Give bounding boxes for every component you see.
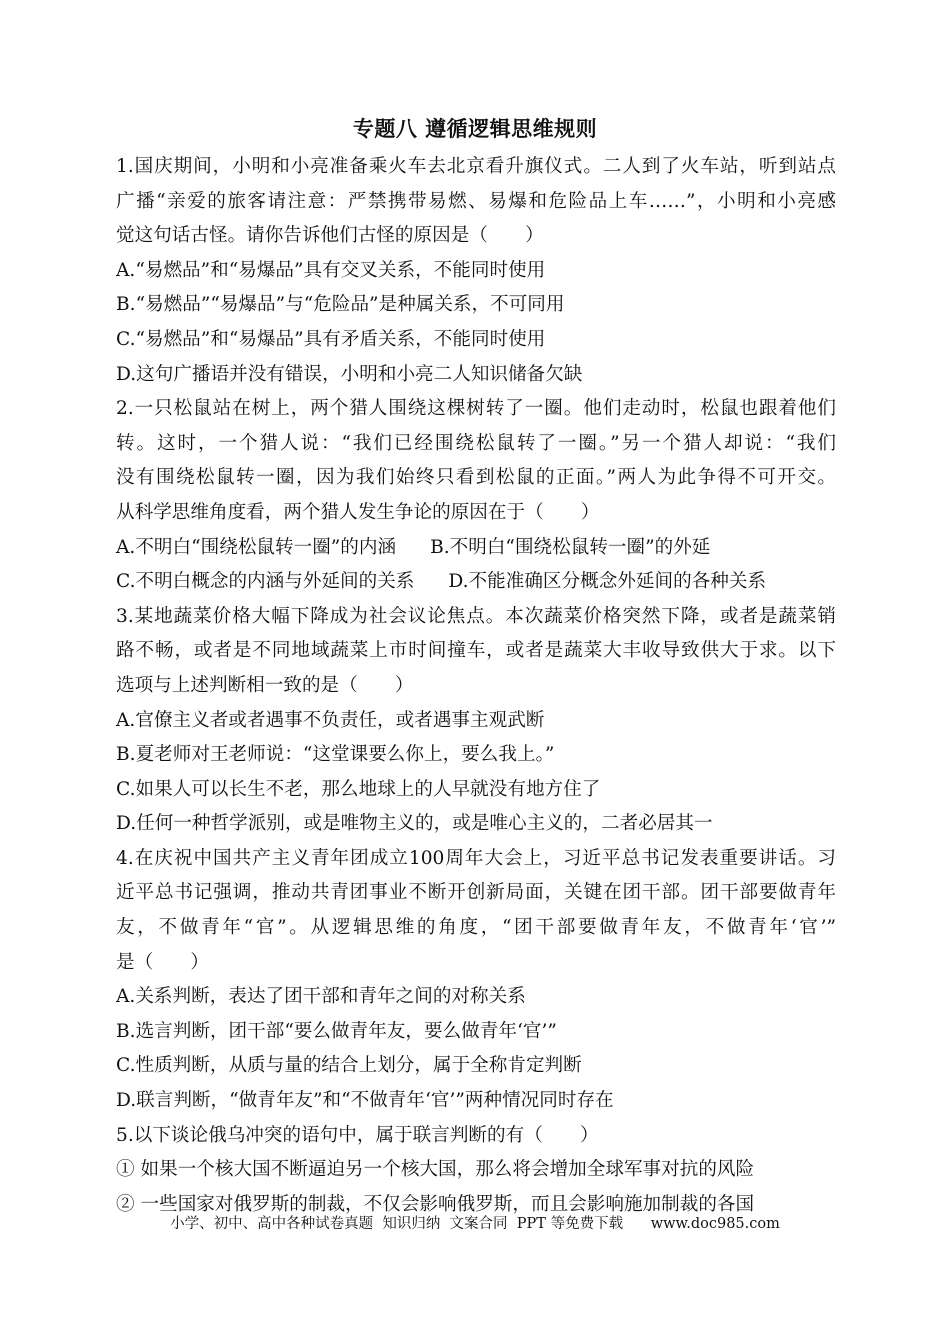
option-line: B.“易燃品”“易爆品”与“危险品”是种属关系，不可同用: [116, 294, 565, 316]
page-footer: 小学、初中、高中各种试卷真题 知识归纳 文案合同 PPT 等免费下载 www.doc985.com: [170, 1216, 780, 1232]
option-line: C.如果人可以长生不老，那么地球上的人早就没有地方住了: [116, 778, 601, 800]
text-line: 广播“亲爱的旅客请注意：严禁携带易燃、易爆和危险品上车……”，小明和小亮感: [116, 190, 836, 212]
option-line: ① 如果一个核大国不断逼迫另一个核大国，那么将会增加全球军事对抗的风险: [116, 1159, 755, 1181]
option-line: D.这句广播语并没有错误，小明和小亮二人知识储备欠缺: [116, 363, 583, 385]
text-line: 是（ ）: [116, 951, 209, 973]
text-line: 路不畅，或者是不同地域蔬菜上市时间撞车，或者是蔬菜大丰收导致供大于求。以下: [116, 640, 836, 662]
option-line: B.选言判断，团干部“要么做青年友，要么做青年‘官’”: [116, 1020, 557, 1042]
text-line: 没有围绕松鼠转一圈，因为我们始终只看到松鼠的正面。”两人为此争得不可开交。: [116, 467, 836, 489]
text-line: 近平总书记强调，推动共青团事业不断开创新局面，关键在团干部。团干部要做青年: [116, 882, 836, 904]
text-line: 3.某地蔬菜价格大幅下降成为社会议论焦点。本次蔬菜价格突然下降，或者是蔬菜销: [116, 605, 836, 627]
text-line: 1.国庆期间，小明和小亮准备乘火车去北京看升旗仪式。二人到了火车站，听到站点: [116, 156, 836, 177]
text-line: 觉这句话古怪。请你告诉他们古怪的原因是（ ）: [116, 225, 544, 247]
option-d: D.不能准确区分概念外延间的各种关系: [448, 571, 767, 593]
text-line: 转。这时，一个猎人说：“我们已经围绕松鼠转了一圈。”另一个猎人却说：“我们: [116, 432, 836, 454]
text-line: 5.以下谈论俄乌冲突的语句中，属于联言判断的有（ ）: [116, 1124, 599, 1146]
option-line: B.夏老师对王老师说：“这堂课要么你上，要么我上。”: [116, 744, 555, 766]
text-line: 4.在庆祝中国共产主义青年团成立100周年大会上，习近平总书记发表重要讲话。习: [116, 847, 836, 869]
question-body: [116, 150, 836, 1222]
text-line: 从科学思维角度看，两个猎人发生争论的原因在于（ ）: [116, 501, 600, 523]
text-line: 友，不做青年“官”。从逻辑思维的角度，“团干部要做青年友，不做青年‘官’”: [116, 917, 836, 939]
option-c: C.不明白概念的内涵与外延间的关系: [116, 571, 415, 593]
option-line: D.联言判断，“做青年友”和“不做青年‘官’”两种情况同时存在: [116, 1090, 614, 1112]
option-pair: [116, 565, 836, 600]
option-line: C.“易燃品”和“易爆品”具有矛盾关系，不能同时使用: [116, 328, 546, 350]
option-line: D.任何一种哲学派别，或是唯物主义的，或是唯心主义的，二者必居其一: [116, 813, 713, 835]
option-line: A.官僚主义者或者遇事不负责任，或者遇事主观武断: [116, 709, 545, 731]
option-line: C.性质判断，从质与量的结合上划分，属于全称肯定判断: [116, 1055, 582, 1077]
text-line: 选项与上述判断相一致的是（ ）: [116, 674, 414, 696]
option-line: ② 一些国家对俄罗斯的制裁，不仅会影响俄罗斯，而且会影响施加制裁的各国: [116, 1193, 755, 1215]
page-title: 专题八 遵循逻辑思维规则: [352, 116, 598, 141]
text-line: 2.一只松鼠站在树上，两个猎人围绕这棵树转了一圈。他们走动时，松鼠也跟着他们: [116, 398, 836, 420]
option-b: B.不明白“围绕松鼠转一圈”的外延: [430, 536, 711, 558]
option-pair: [116, 531, 836, 566]
option-line: A.关系判断，表达了团干部和青年之间的对称关系: [116, 986, 526, 1008]
option-a: A.不明白“围绕松鼠转一圈”的内涵: [116, 536, 397, 558]
option-line: A.“易燃品”和“易爆品”具有交叉关系，不能同时使用: [116, 259, 546, 281]
